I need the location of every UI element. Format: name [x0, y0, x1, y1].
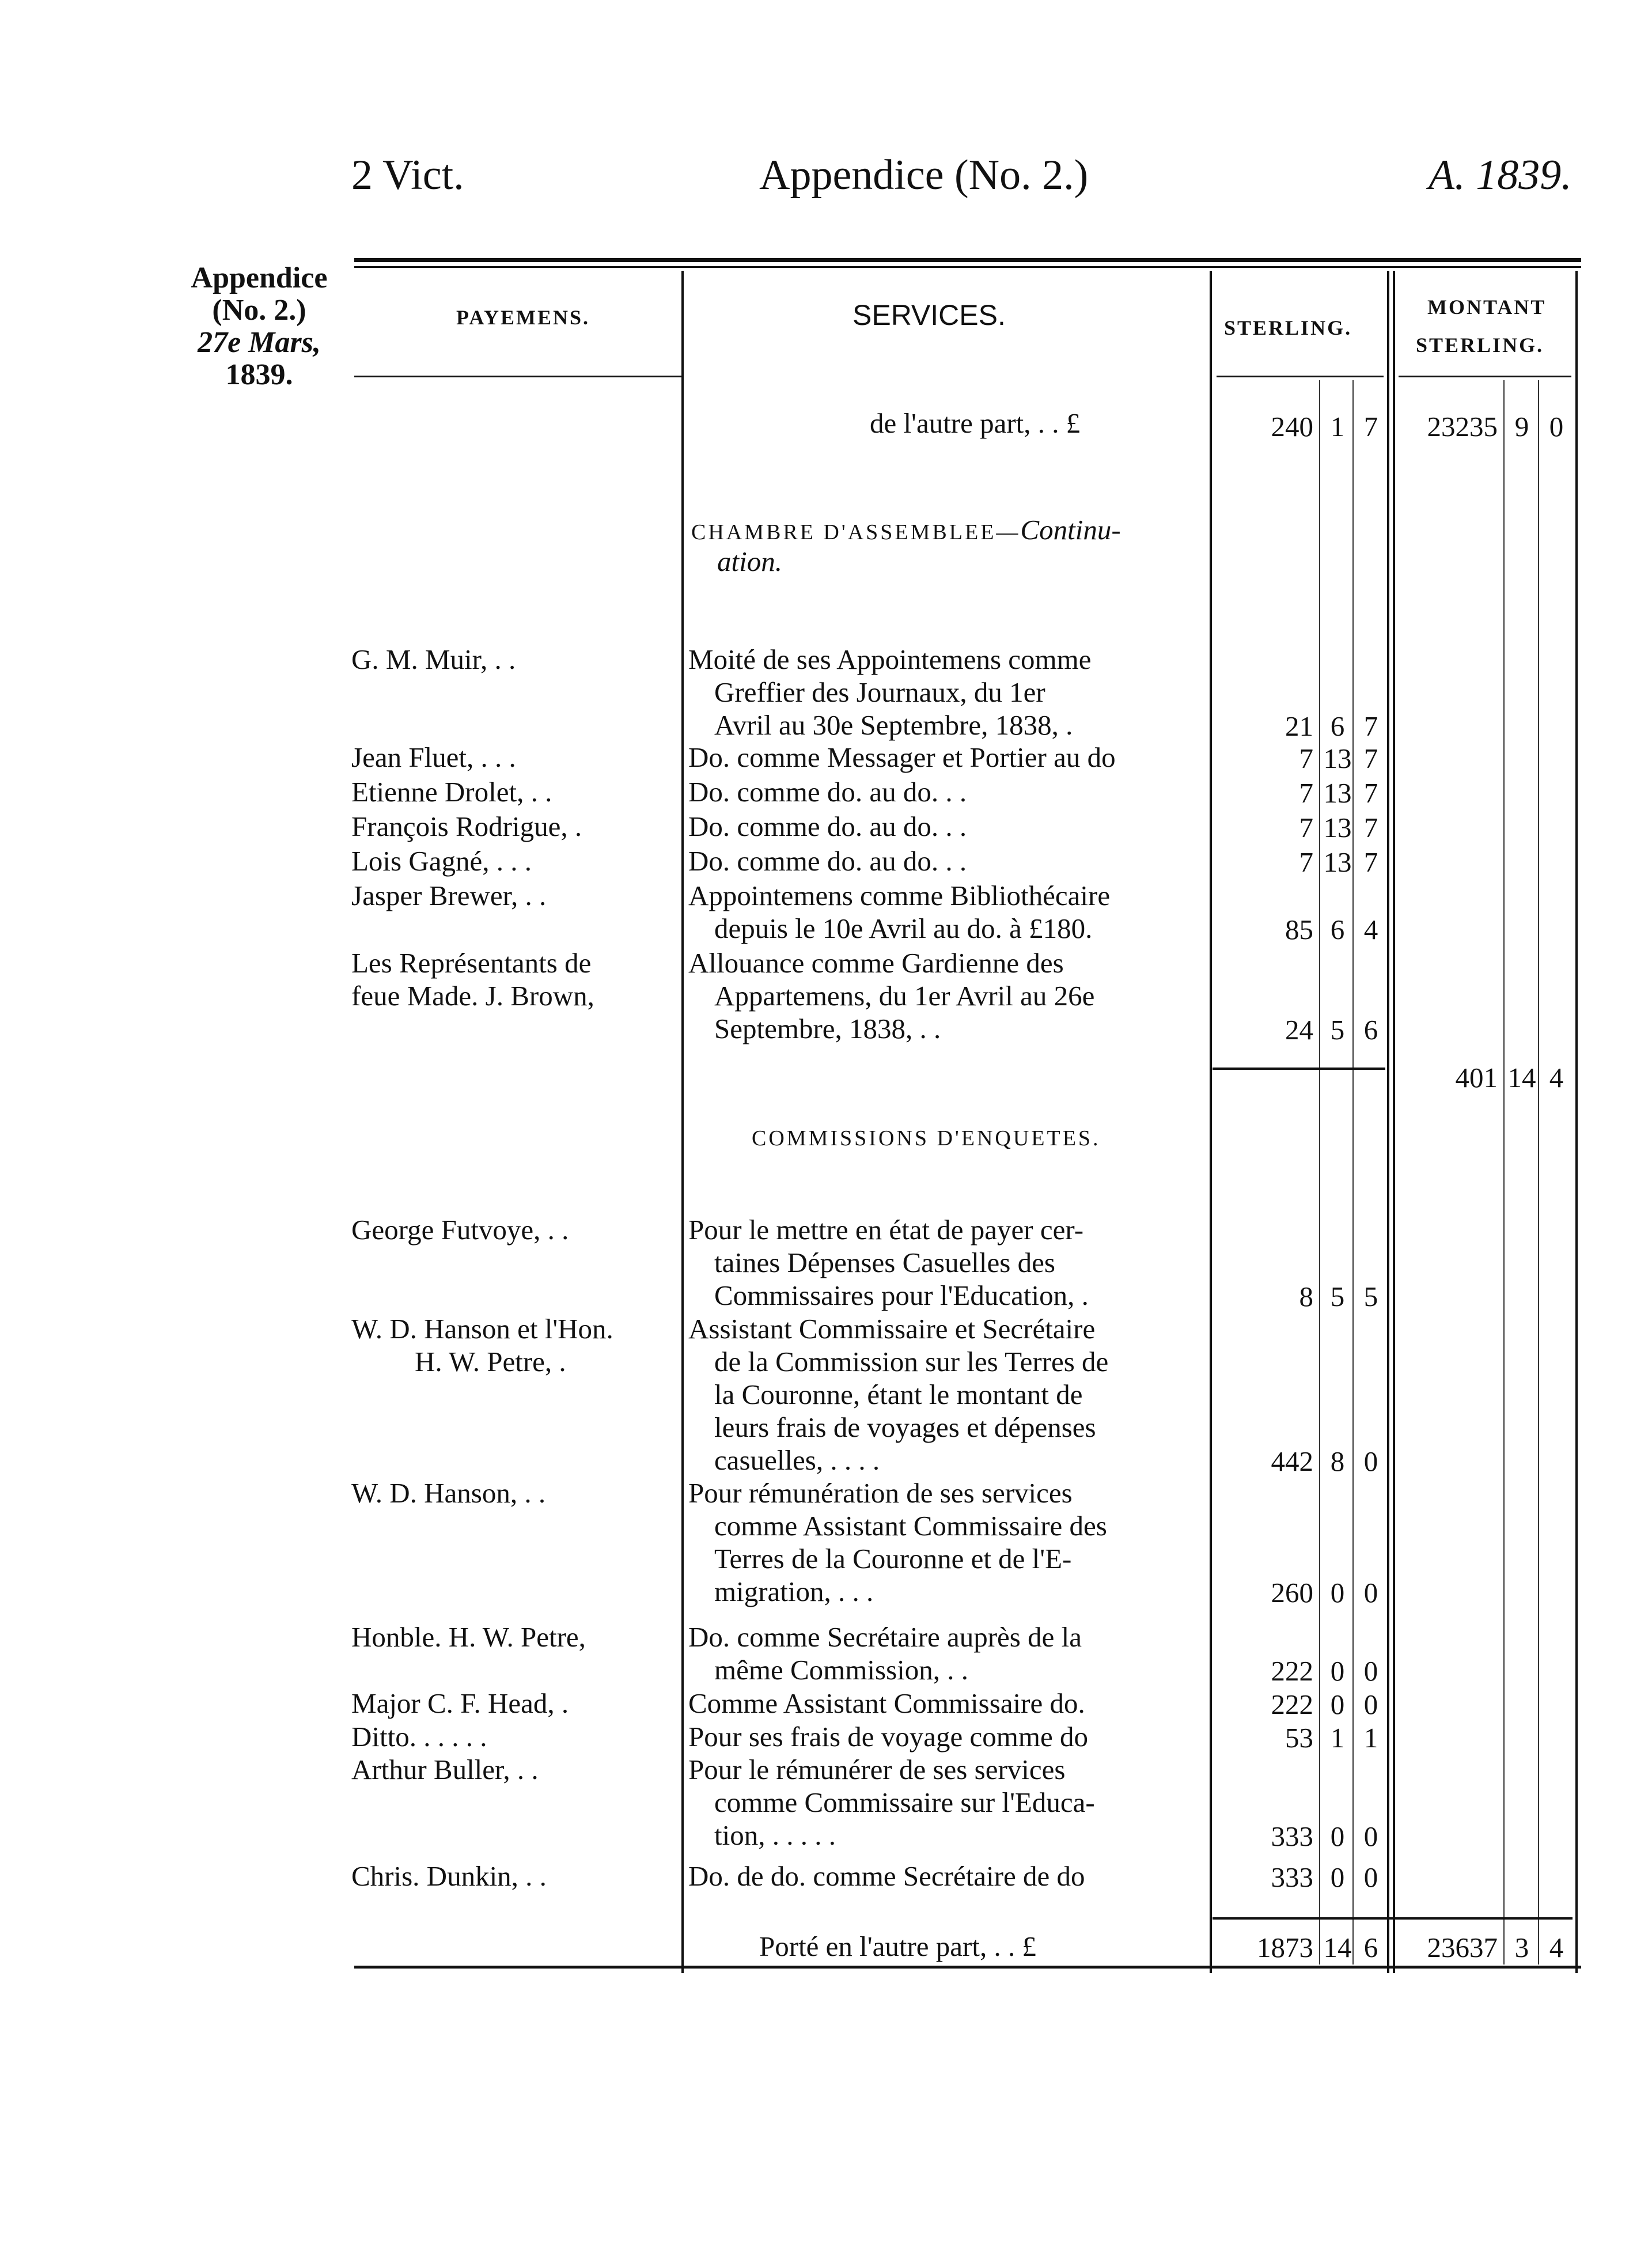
service-description: Allouance comme Gardienne des — [688, 947, 1064, 979]
service-description: Do. comme do. au do. . . — [688, 776, 967, 808]
subtotal-rule — [1213, 1068, 1385, 1070]
payee-name: Major C. F. Head, . — [351, 1687, 569, 1719]
amount-s3: 7 — [1363, 812, 1378, 843]
column-services: SERVICES. — [852, 299, 1006, 331]
carry-in-m3: 0 — [1549, 411, 1564, 442]
service-description: Pour le mettre en état de payer cer- — [688, 1214, 1084, 1246]
amount-s3: 0 — [1363, 1820, 1378, 1852]
section-title-caps: CHAMBRE D'ASSEMBLEE— — [691, 520, 1021, 544]
subtotal-m1: 401 — [1455, 1062, 1498, 1093]
payee-name: François Rodrigue, . — [351, 811, 582, 842]
header-right: A. 1839. — [1429, 152, 1572, 199]
service-description: tion, . . . . . — [714, 1819, 836, 1851]
amount-s1: 333 — [1271, 1861, 1313, 1893]
bottom-rule — [354, 1966, 1581, 1969]
service-description: Assistant Commissaire et Secrétaire — [688, 1313, 1096, 1345]
column-sterling: STERLING. — [1224, 316, 1352, 339]
carry-in-s1: 240 — [1271, 411, 1313, 442]
amount-s2: 0 — [1330, 1820, 1345, 1852]
carry-out-s1: 1873 — [1257, 1932, 1313, 1963]
amount-s2: 0 — [1330, 1655, 1345, 1687]
column-rule — [1575, 271, 1578, 1973]
service-description: Pour ses frais de voyage comme do — [688, 1721, 1088, 1752]
service-description: comme Assistant Commissaire des — [714, 1510, 1107, 1542]
payee-name: Honble. H. W. Petre, — [351, 1621, 586, 1653]
sidenote — [184, 262, 334, 391]
service-description: Do. comme Secrétaire auprès de la — [688, 1621, 1082, 1653]
column-rule — [681, 271, 684, 1973]
amount-s2: 13 — [1323, 812, 1352, 843]
service-description: la Couronne, étant le montant de — [714, 1379, 1083, 1410]
amount-s1: 7 — [1299, 743, 1313, 774]
column-rule — [1393, 271, 1395, 1973]
service-description: depuis le 10e Avril au do. à £180. — [714, 913, 1093, 944]
header-left: 2 Vict. — [351, 152, 464, 199]
amount-s1: 222 — [1271, 1655, 1313, 1687]
total-rule — [1213, 1917, 1573, 1920]
column-rule — [1538, 380, 1539, 1964]
section-title-commissions: COMMISSIONS D'ENQUETES. — [752, 1126, 1101, 1150]
amount-s3: 7 — [1363, 777, 1378, 809]
amount-s1: 53 — [1285, 1722, 1313, 1754]
payee-name: H. W. Petre, . — [415, 1346, 566, 1377]
sidenote-line: (No. 2.) — [212, 294, 306, 327]
sidenote-line: Appendice — [191, 262, 328, 294]
amount-s1: 222 — [1271, 1689, 1313, 1720]
payee-name: Jean Fluet, . . . — [351, 741, 516, 773]
amount-s1: 442 — [1271, 1445, 1313, 1477]
amount-s1: 7 — [1299, 846, 1313, 878]
amount-s3: 0 — [1363, 1655, 1378, 1687]
amount-s3: 0 — [1363, 1445, 1378, 1477]
service-description: Pour le rémunérer de ses services — [688, 1754, 1066, 1785]
service-description: leurs frais de voyages et dépenses — [714, 1411, 1096, 1443]
amount-s2: 6 — [1330, 914, 1345, 945]
amount-s2: 8 — [1330, 1445, 1345, 1477]
payee-name: G. M. Muir, . . — [351, 644, 516, 675]
service-description: de la Commission sur les Terres de — [714, 1346, 1109, 1377]
amount-s1: 85 — [1285, 914, 1313, 945]
service-description: Commissaires pour l'Education, . — [714, 1280, 1089, 1311]
service-description: Do. comme do. au do. . . — [688, 811, 967, 842]
payee-name: George Futvoye, . . — [351, 1214, 569, 1246]
payee-name: W. D. Hanson et l'Hon. — [351, 1313, 613, 1345]
amount-s3: 5 — [1363, 1281, 1378, 1312]
payee-name: Ditto. . . . . . — [351, 1721, 487, 1752]
carry-in-m2: 9 — [1514, 411, 1529, 442]
column-montant-1: MONTANT — [1427, 296, 1547, 319]
amount-s2: 13 — [1323, 777, 1352, 809]
service-description: Do. de do. comme Secrétaire de do — [688, 1860, 1085, 1892]
carry-out-m3: 4 — [1549, 1932, 1564, 1963]
carry-in-m1: 23235 — [1427, 411, 1498, 442]
service-description: Avril au 30e Septembre, 1838, . — [714, 709, 1073, 741]
amount-s1: 260 — [1271, 1577, 1313, 1608]
service-description: même Commission, . . — [714, 1654, 968, 1686]
service-description: Appointemens comme Bibliothécaire — [688, 880, 1111, 911]
carry-out-m2: 3 — [1514, 1932, 1529, 1963]
column-montant-2: STERLING. — [1416, 334, 1544, 357]
amount-s3: 0 — [1363, 1689, 1378, 1720]
amount-s1: 24 — [1285, 1014, 1313, 1046]
amount-s3: 6 — [1363, 1014, 1378, 1046]
payee-name: Jasper Brewer, . . — [351, 880, 547, 911]
sidenote-line: 1839. — [225, 358, 293, 391]
amount-s2: 13 — [1323, 743, 1352, 774]
service-description: Terres de la Couronne et de l'E- — [714, 1543, 1072, 1574]
amount-s2: 5 — [1330, 1281, 1345, 1312]
service-description: Moité de ses Appointemens comme — [688, 644, 1092, 675]
header-underline — [1217, 376, 1384, 377]
payee-name: feue Made. J. Brown, — [351, 980, 594, 1012]
amount-s2: 6 — [1330, 710, 1345, 742]
service-description: Pour rémunération de ses services — [688, 1477, 1073, 1509]
amount-s2: 0 — [1330, 1861, 1345, 1893]
amount-s1: 333 — [1271, 1820, 1313, 1852]
amount-s1: 21 — [1285, 710, 1313, 742]
amount-s3: 1 — [1363, 1722, 1378, 1754]
service-description: migration, . . . — [714, 1576, 874, 1607]
amount-s3: 7 — [1363, 743, 1378, 774]
carry-out-s2: 14 — [1323, 1932, 1352, 1963]
column-payemens: PAYEMENS. — [456, 306, 590, 329]
service-description: Comme Assistant Commissaire do. — [688, 1687, 1085, 1719]
carry-out-m1: 23637 — [1427, 1932, 1498, 1963]
subtotal-m3: 4 — [1549, 1062, 1564, 1093]
service-description: casuelles, . . . . — [714, 1444, 880, 1476]
service-description: Do. comme do. au do. . . — [688, 845, 967, 877]
section-title-italic: Continu- — [1020, 514, 1121, 546]
amount-s1: 7 — [1299, 777, 1313, 809]
service-description: Appartemens, du 1er Avril au 26e — [714, 980, 1095, 1012]
sidenote-line: 27e Mars, — [198, 326, 321, 359]
amount-s3: 7 — [1363, 846, 1378, 878]
amount-s3: 0 — [1363, 1861, 1378, 1893]
carry-out-label: Porté en l'autre part, . . £ — [759, 1931, 1036, 1962]
payee-name: Chris. Dunkin, . . — [351, 1860, 547, 1892]
payee-name: Etienne Drolet, . . — [351, 776, 552, 808]
amount-s1: 8 — [1299, 1281, 1313, 1312]
amount-s2: 0 — [1330, 1689, 1345, 1720]
amount-s2: 13 — [1323, 846, 1352, 878]
carry-out-s3: 6 — [1363, 1932, 1378, 1963]
amount-s2: 1 — [1330, 1722, 1345, 1754]
carry-in-label: de l'autre part, . . £ — [870, 407, 1081, 439]
amount-s3: 0 — [1363, 1577, 1378, 1608]
column-rule — [1503, 380, 1505, 1964]
top-rule — [354, 258, 1581, 262]
payee-name: Lois Gagné, . . . — [351, 845, 532, 877]
amount-s3: 7 — [1363, 710, 1378, 742]
payee-name: Les Représentants de — [351, 947, 592, 979]
carry-in-s3: 7 — [1363, 411, 1378, 442]
service-description: Greffier des Journaux, du 1er — [714, 676, 1045, 708]
section-title-italic-2: ation. — [717, 546, 782, 577]
payee-name: Arthur Buller, . . — [351, 1754, 539, 1785]
header-underline — [354, 376, 683, 377]
service-description: Do. comme Messager et Portier au do — [688, 741, 1116, 773]
header-underline — [1399, 376, 1571, 377]
payee-name: W. D. Hanson, . . — [351, 1477, 546, 1509]
amount-s1: 7 — [1299, 812, 1313, 843]
section-title-assemblee — [691, 514, 1121, 548]
header-center: Appendice (No. 2.) — [759, 152, 1089, 199]
amount-s2: 0 — [1330, 1577, 1345, 1608]
service-description: Septembre, 1838, . . — [714, 1013, 941, 1044]
amount-s3: 4 — [1363, 914, 1378, 945]
service-description: comme Commissaire sur l'Educa- — [714, 1786, 1095, 1818]
carry-in-s2: 1 — [1330, 411, 1345, 442]
column-rule — [1210, 271, 1212, 1973]
subtotal-m2: 14 — [1507, 1062, 1536, 1093]
amount-s2: 5 — [1330, 1014, 1345, 1046]
service-description: taines Dépenses Casuelles des — [714, 1247, 1055, 1278]
top-rule-thin — [354, 266, 1581, 268]
